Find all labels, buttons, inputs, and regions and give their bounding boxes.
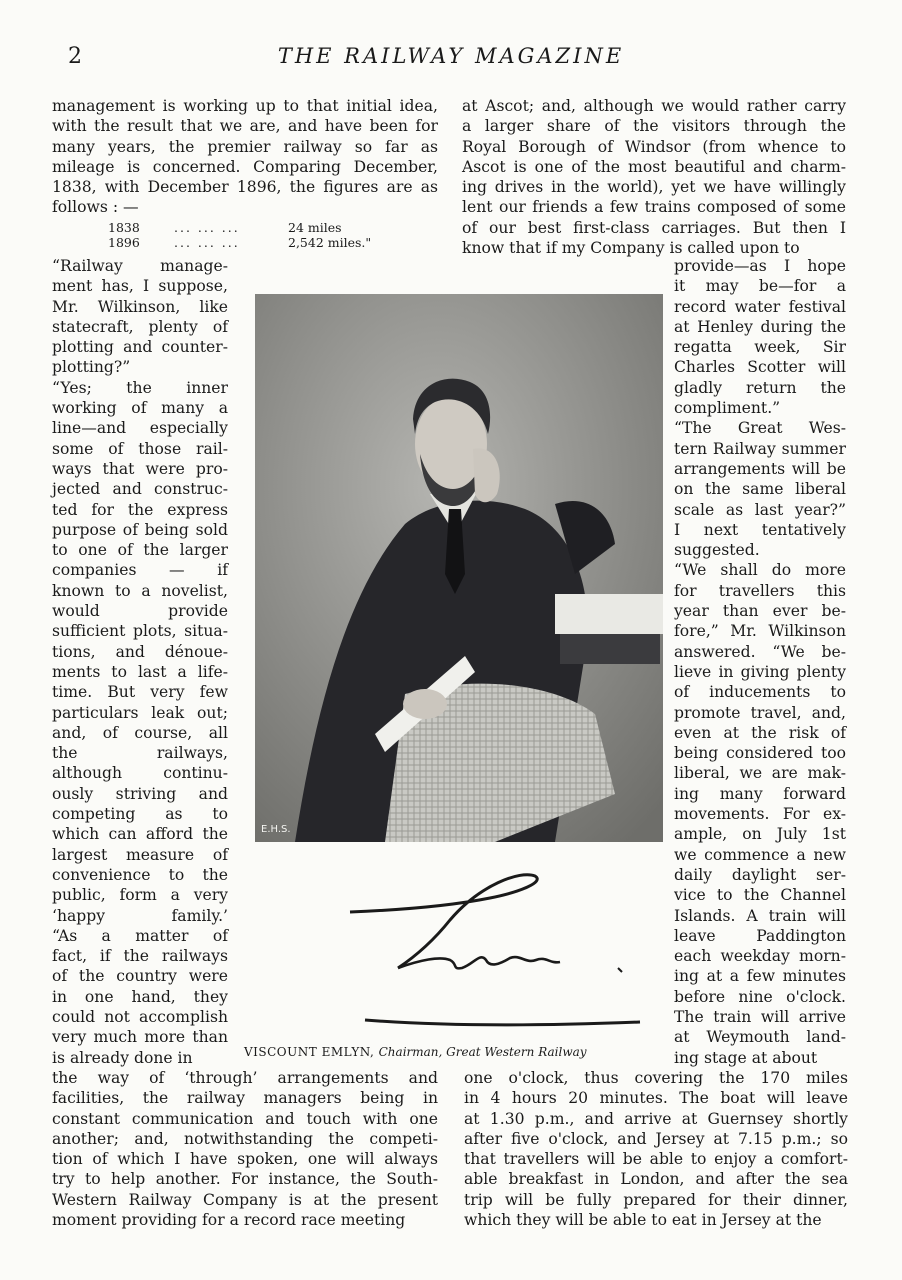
text-line: public, form a very xyxy=(52,886,228,905)
col2-top-text xyxy=(462,96,846,258)
running-header xyxy=(0,44,902,84)
text-line: Western Railway Company is at the present xyxy=(52,1190,438,1209)
text-line: “Railway manage- xyxy=(52,257,228,275)
text-line: ted for the express xyxy=(52,500,228,519)
text-line: statecraft, plenty of xyxy=(52,317,228,336)
text-line: known to a novelist, xyxy=(52,581,228,600)
intro-paragraph: management is working up to that initial idea, with the result that we are, and have been for many years, the premier railway so far as mileage is concerned. Comparing December, 1838, with December 1896, the figures are as follows : — xyxy=(52,97,438,217)
text-line: Mr. Wilkinson, like xyxy=(52,297,228,316)
text-line: fact, if the railways xyxy=(52,947,228,966)
text-line: answered. “We be- xyxy=(674,642,846,661)
portrait-illustration xyxy=(255,294,663,842)
col1-bottom-text xyxy=(52,1068,438,1230)
text-line: which can afford the xyxy=(52,825,228,844)
text-line: “As a matter of xyxy=(52,926,228,945)
text-line: ing drives in the world), yet we have willingly xyxy=(462,178,846,197)
photo-caption xyxy=(244,1045,587,1059)
text-line: ample, on July 1st xyxy=(674,825,846,844)
page-number: 2 xyxy=(68,44,82,69)
text-line: working of many a xyxy=(52,399,228,418)
text-line: able breakfast in London, and after the sea xyxy=(464,1170,848,1189)
text-line: ‘happy family.’ xyxy=(52,906,228,925)
text-line: line—and especially xyxy=(52,419,228,438)
text-line: tion of which I have spoken, one will always xyxy=(52,1150,438,1169)
text-line: being considered too xyxy=(674,744,846,763)
text-line: for travellers this xyxy=(674,581,846,600)
portrait-photo xyxy=(255,294,663,842)
text-line: particulars leak out; xyxy=(52,703,228,722)
text-line: ing stage at about xyxy=(674,1048,818,1067)
text-line: one o'clock, thus covering the 170 miles xyxy=(464,1069,848,1087)
text-line: liberal, we are mak- xyxy=(674,764,846,783)
col2-bottom-text xyxy=(464,1068,848,1230)
text-line: fore,” Mr. Wilkinson xyxy=(674,622,846,641)
text-line: record water festival xyxy=(674,297,846,316)
text-line: time. But very few xyxy=(52,683,228,702)
text-line: lent our friends a few trains composed of some xyxy=(462,198,846,217)
text-line: at Henley during the xyxy=(674,317,846,336)
text-line: companies — if xyxy=(52,561,228,580)
text-line: plotting?” xyxy=(52,358,131,377)
text-line: that travellers will be able to enjoy a comfort- xyxy=(464,1150,848,1169)
text-line: Islands. A train will xyxy=(674,906,846,925)
text-line: each weekday morn- xyxy=(674,947,846,966)
text-line: even at the risk of xyxy=(674,723,846,742)
text-line: Ascot is one of the most beautiful and charm- xyxy=(462,157,846,176)
text-line: another; and, notwithstanding the competi- xyxy=(52,1129,438,1148)
text-line: Royal Borough of Windsor (from whence to xyxy=(462,137,846,156)
text-line: very much more than xyxy=(52,1028,228,1047)
text-line: could not accomplish xyxy=(52,1007,228,1026)
text-line: purpose of being sold xyxy=(52,520,228,539)
text-line: scale as last year?” xyxy=(674,500,846,519)
table-row: 1896 ... ... ... 2,542 miles." xyxy=(108,235,372,250)
text-line: compliment.” xyxy=(674,399,781,418)
text-line: in 4 hours 20 minutes. The boat will leave xyxy=(464,1089,848,1108)
text-line: we commence a new xyxy=(674,845,846,864)
text-line: of our best first-class carriages. But then I xyxy=(462,218,846,237)
text-line: is already done in xyxy=(52,1048,193,1067)
table-row: 1838 ... ... ... 24 miles xyxy=(108,220,342,235)
text-line: at Weymouth land- xyxy=(674,1028,846,1047)
text-line: arrangements will be xyxy=(674,459,846,478)
text-line: although continu- xyxy=(52,764,228,783)
text-line: trip will be fully prepared for their dinner, xyxy=(464,1190,848,1209)
text-line: some of those rail- xyxy=(52,439,228,458)
signature xyxy=(340,860,650,1040)
text-line: at 1.30 p.m., and arrive at Guernsey shortly xyxy=(464,1109,848,1128)
text-line: convenience to the xyxy=(52,865,228,884)
text-line: in one hand, they xyxy=(52,987,228,1006)
text-line: sufficient plots, situa- xyxy=(52,622,228,641)
col1-top-text xyxy=(52,96,438,218)
text-line: to one of the larger xyxy=(52,541,228,560)
text-line: a larger share of the visitors through the xyxy=(462,117,846,136)
text-line: “The Great Wes- xyxy=(674,419,846,438)
text-line: I next tentatively xyxy=(674,520,846,539)
col1-narrow-text xyxy=(52,256,228,1068)
text-line: ously striving and xyxy=(52,784,228,803)
text-line: suggested. xyxy=(674,541,760,560)
text-line: on the same liberal xyxy=(674,480,846,499)
text-line: ing many forward xyxy=(674,784,846,803)
caption-name: VISCOUNT EMLYN, xyxy=(244,1045,375,1059)
col2-narrow-text xyxy=(674,256,846,1068)
mileage-table xyxy=(108,220,408,250)
text-line: gladly return the xyxy=(674,378,846,397)
text-line: ways that were pro- xyxy=(52,459,228,478)
text-line: which they will be able to eat in Jersey at the xyxy=(464,1211,822,1230)
text-line: and, of course, all xyxy=(52,723,228,742)
signature-text: Emlyn xyxy=(340,860,344,861)
caption-role: Chairman, Great Western Railway xyxy=(378,1045,587,1059)
text-line: at Ascot; and, although we would rather carry xyxy=(462,97,846,115)
text-line: jected and construc- xyxy=(52,480,228,499)
text-line: largest measure of xyxy=(52,845,228,864)
text-line: after five o'clock, and Jersey at 7.15 p.m.; so xyxy=(464,1129,848,1148)
text-line: plotting and counter- xyxy=(52,338,228,357)
artist-mark: E.H.S. xyxy=(261,824,291,835)
text-line: vice to the Channel xyxy=(674,886,846,905)
text-line: moment providing for a record race meeting xyxy=(52,1211,406,1230)
text-line: it may be—for a xyxy=(674,277,846,296)
text-line: the railways, xyxy=(52,744,228,763)
text-line: Charles Scotter will xyxy=(674,358,846,377)
text-line: daily daylight ser- xyxy=(674,865,846,884)
text-line: “Yes; the inner xyxy=(52,378,228,397)
text-line: constant communication and touch with one xyxy=(52,1109,438,1128)
text-line: provide—as I hope xyxy=(674,257,846,275)
journal-title: THE RAILWAY MAGAZINE xyxy=(277,44,625,68)
text-line: regatta week, Sir xyxy=(674,338,846,357)
text-line: know that if my Company is called upon to xyxy=(462,239,800,258)
text-line: The train will arrive xyxy=(674,1007,846,1026)
text-line: would provide xyxy=(52,602,228,621)
text-line: the way of ‘through’ arrangements and xyxy=(52,1069,438,1087)
text-line: of the country were xyxy=(52,967,228,986)
text-line: leave Paddington xyxy=(674,926,846,945)
text-line: promote travel, and, xyxy=(674,703,846,722)
text-line: ments to last a life- xyxy=(52,662,228,681)
text-line: try to help another. For instance, the South- xyxy=(52,1170,438,1189)
text-line: tions, and dénoue- xyxy=(52,642,228,661)
text-line: ing at a few minutes xyxy=(674,967,846,986)
text-line: “We shall do more xyxy=(674,561,846,580)
text-line: tern Railway summer xyxy=(674,439,846,458)
text-line: year than ever be- xyxy=(674,602,846,621)
text-line: of inducements to xyxy=(674,683,846,702)
text-line: lieve in giving plenty xyxy=(674,662,846,681)
text-line: ment has, I suppose, xyxy=(52,277,228,296)
text-line: competing as to xyxy=(52,805,228,824)
text-line: movements. For ex- xyxy=(674,805,846,824)
text-line: before nine o'clock. xyxy=(674,987,846,1006)
text-line: facilities, the railway managers being in xyxy=(52,1089,438,1108)
